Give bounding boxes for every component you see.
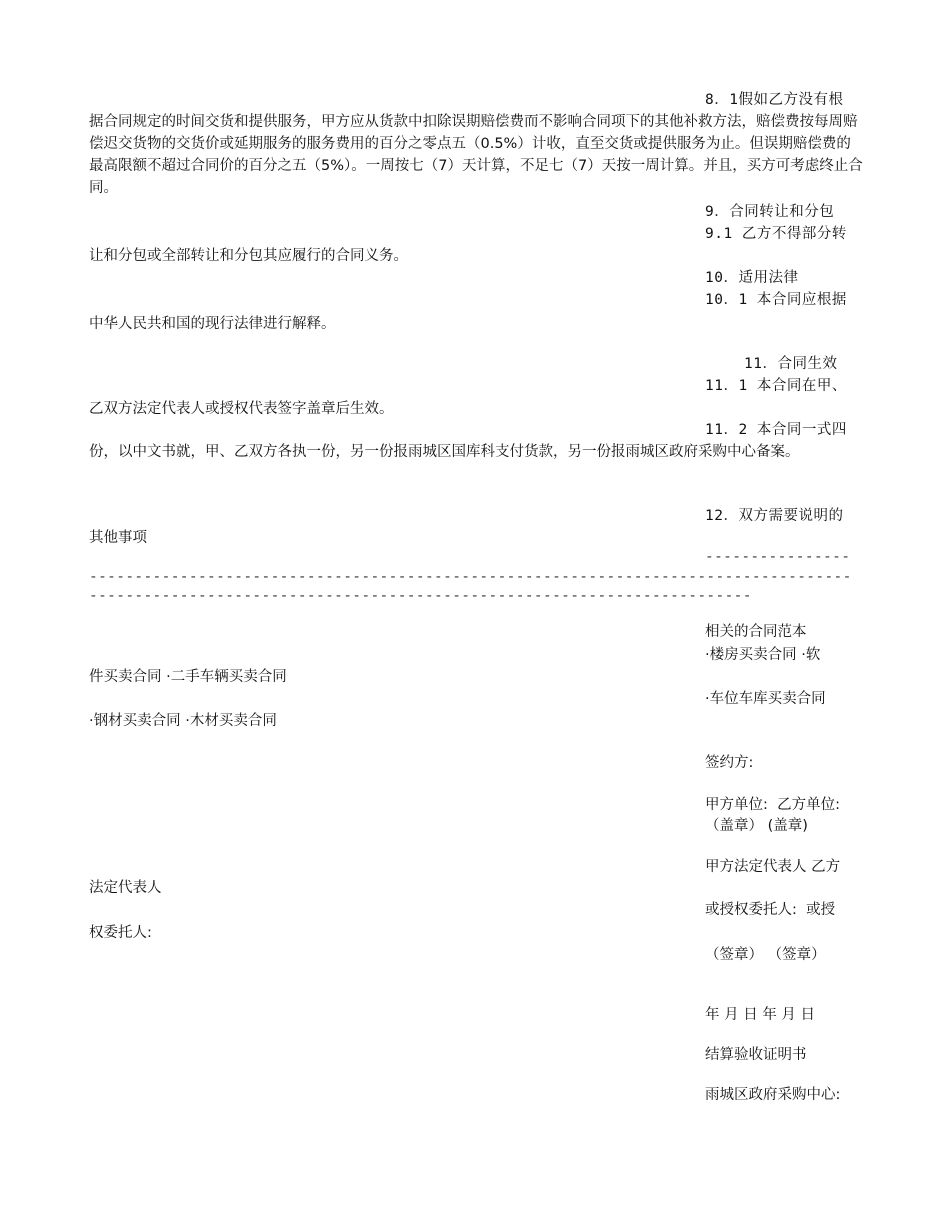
clause-11-2-heading: 11．2 本合同一式四 bbox=[705, 422, 847, 438]
seal-label: （盖章） (盖章) bbox=[705, 818, 808, 834]
clause-11-2-body: 份，以中文书就，甲、乙双方各执一份，另一份报雨城区国库科支付货款，另一份报雨城区政府采购中心备案。 bbox=[89, 444, 800, 460]
related-templates-title: 相关的合同范本 bbox=[705, 624, 807, 640]
related-template-link[interactable]: 件买卖合同 ·二手车辆买卖合同 bbox=[89, 669, 287, 685]
signature-seal-label: （签章） （签章） bbox=[705, 947, 826, 963]
party-units-label: 甲方单位: 乙方单位: bbox=[705, 797, 840, 813]
clause-8-1-body: 据合同规定的时间交货和提供服务，甲方应从货款中扣除误期赔偿费而不影响合同项下的其他补救方法，赔偿费按每周赔偿迟交货物的交货价或延期服务的服务费用的百分之零点五（0.5%）计收，直至交货或提供服务为止。但误期赔偿费的最高限额不超过合同价的百分之五（5%）。一周按七（7）天计算，不足七（7）天按一周计算。并且，买方可考虑终止合同。 bbox=[89, 114, 863, 196]
acceptance-addressee: 雨城区政府采购中心: bbox=[705, 1087, 841, 1103]
clause-9-title: 9．合同转让和分包 bbox=[705, 204, 835, 220]
separator-line: ------------------------------------------------------------------------- bbox=[89, 588, 752, 604]
date-fields: 年 月 日 年 月 日 bbox=[705, 1007, 816, 1023]
acceptance-certificate-title: 结算验收证明书 bbox=[705, 1047, 807, 1063]
clause-9-1-body: 让和分包或全部转让和分包其应履行的合同义务。 bbox=[89, 248, 408, 264]
legal-representative-label: 甲方法定代表人 乙方 bbox=[705, 859, 841, 875]
clause-10-title: 10．适用法律 bbox=[705, 270, 799, 286]
clause-10-1-heading: 10．1 本合同应根据 bbox=[705, 292, 847, 308]
related-template-link[interactable]: ·楼房买卖合同 ·软 bbox=[705, 647, 821, 663]
clause-12-body: 其他事项 bbox=[89, 530, 147, 546]
related-template-link[interactable]: ·车位车库买卖合同 bbox=[705, 691, 826, 707]
clause-10-1-body: 中华人民共和国的现行法律进行解释。 bbox=[89, 316, 336, 332]
clause-11-title: 11．合同生效 bbox=[744, 356, 838, 372]
clause-8-1-heading: 8．1假如乙方没有根 bbox=[705, 92, 844, 108]
clause-11-1-body: 乙双方法定代表人或授权代表签字盖章后生效。 bbox=[89, 401, 394, 417]
signing-parties-label: 签约方: bbox=[705, 755, 754, 771]
clause-12-heading: 12．双方需要说明的 bbox=[705, 508, 844, 524]
authorized-agent-label: 或授权委托人: 或授 bbox=[705, 902, 836, 918]
authorized-agent-label-cont: 权委托人: bbox=[89, 925, 152, 941]
related-template-link[interactable]: ·钢材买卖合同 ·木材买卖合同 bbox=[89, 713, 277, 729]
legal-representative-label-cont: 法定代表人 bbox=[89, 880, 162, 896]
separator-line: ------------------------------------------------------------------------------------ bbox=[89, 569, 852, 585]
clause-9-1-heading: 9.1 乙方不得部分转 bbox=[705, 226, 847, 242]
separator-line: ---------------- bbox=[705, 549, 851, 565]
clause-11-1-heading: 11．1 本合同在甲、 bbox=[705, 378, 847, 394]
